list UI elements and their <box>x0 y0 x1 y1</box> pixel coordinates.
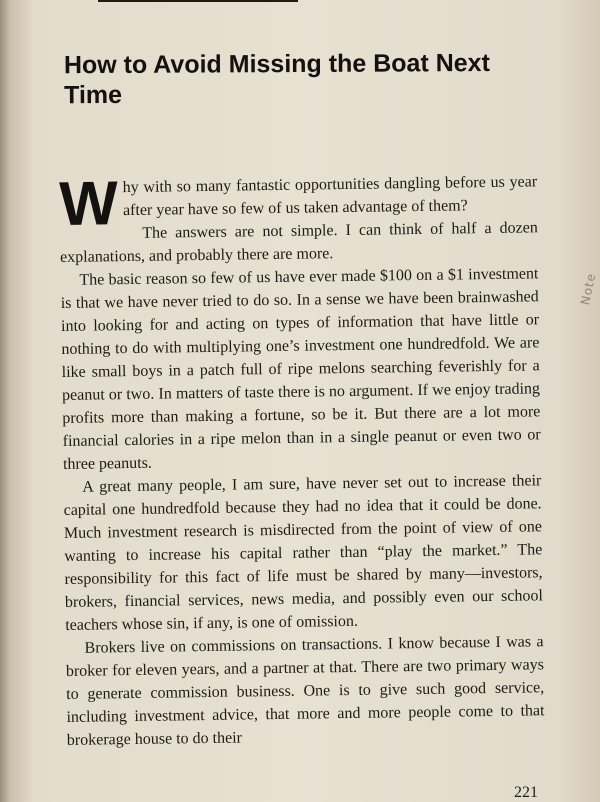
page-number: 221 <box>514 784 538 801</box>
paragraph-3: The basic reason so few of us have ever made $100 on a $1 investment is that we have never tried to do so. In a sense we have been brainwashed into looking for and acting on types of information that have little or nothing to do with multiplying one’s investment one hundredfold. We are like small boys in a patch full of ripe melons searching feverishly for a peanut or two. In matters of taste there is no argument. If we enjoy trading profits more than making a fortune, so be it. But there are a lot more financial calories in a ripe melon than in a single peanut or even two or three peanuts. <box>60 265 541 473</box>
chapter-title: How to Avoid Missing the Boat Next Time <box>63 49 490 110</box>
paragraph-1 <box>58 169 538 239</box>
paragraph-4: A great many people, I am sure, have never set out to increase their capital one hundredfold because they had no idea that it could be done. Much investment research is misdirected from the point of view of one wanting to increase his capital rather than “play the market.” The responsibility for this fact of life must be shared by many—investors, brokers, financial services, news media, and possibly even our school teachers whose sin, if any, is one of omission. <box>63 472 544 634</box>
body-text <box>59 170 545 752</box>
top-rule <box>98 0 298 2</box>
paragraph-5: Brokers live on commissions on transactions. I know because I was a broker for eleven years, and a partner at that. There are two primary ways to generate commission business. One is to give such good service, including investment advice, that more and more people come to that brokerage house to do their <box>65 633 545 749</box>
pencil-margin-note: Note <box>577 271 599 307</box>
drop-cap: W <box>58 169 119 239</box>
paragraph-2: The answers are not simple. I can think of half a dozen explanations, and probably there are more. <box>60 219 538 266</box>
paragraph-1-text: hy with so many fantastic opportunities dangling before us year after year have so few of us taken advantage of them? <box>122 173 538 220</box>
